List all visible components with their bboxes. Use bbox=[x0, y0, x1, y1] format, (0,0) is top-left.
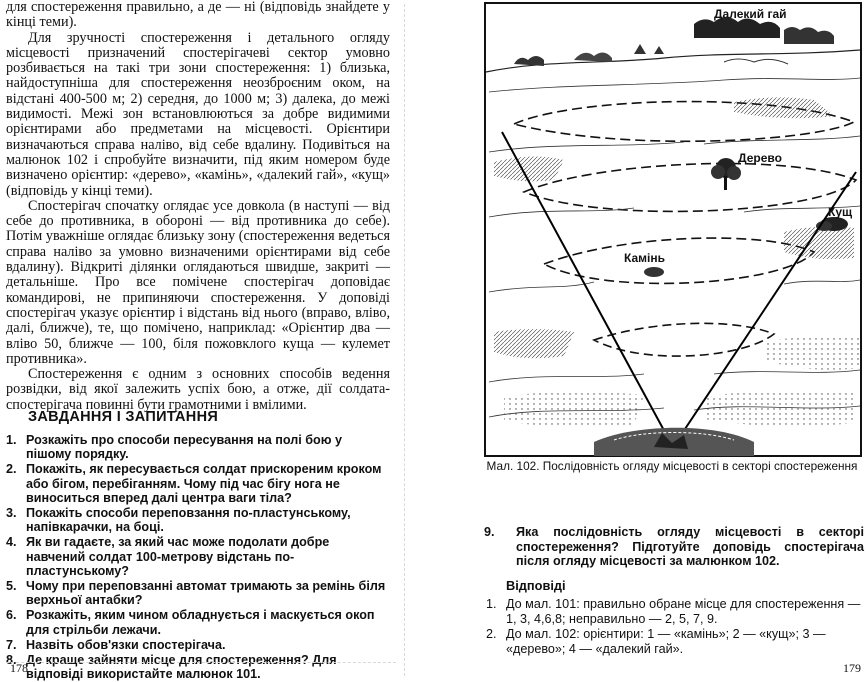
field-patch bbox=[784, 227, 854, 259]
task-text: Як ви гадаєте, за який час може подолати добре навчений солдат 100-метрову відстань по-пластунському? bbox=[26, 535, 330, 578]
answer-item bbox=[486, 627, 864, 656]
task-number: 5. bbox=[6, 579, 17, 594]
gutter-divider bbox=[404, 4, 405, 676]
label-stone: Камінь bbox=[624, 251, 665, 265]
task-number: 8. bbox=[6, 653, 17, 668]
page-number-left: 178 bbox=[10, 661, 28, 675]
paragraph-3: Спостерігач спочатку оглядає усе довкола (в наступі — від себе до противника, в обороні — від противника до себе). Потім уважніше оглядає близьку зону (спостереження ведеться справа наліво за умовно визначеними орієнтирами від себе вдалину). Відкриті ділянки оглядаються швидше, закриті — детальніше. Про все помічене спостерігач доповідає командирові, не припиняючи спостереження. У доповіді спостерігач указує орієнтир і відстань від нього (вправо, вліво, далі, ближче), те, що помічено, наприклад: «Орієнтир два — вліво 50, ближче — 100, біля пожовклого куща — кулемет противника». bbox=[6, 197, 390, 367]
task-item bbox=[6, 506, 390, 534]
field-patch bbox=[504, 391, 644, 427]
answers-list bbox=[486, 597, 864, 656]
right-page bbox=[470, 0, 867, 681]
task-text: Розкажіть, яким чином обладнується і маскується окоп для стрільби лежачи. bbox=[26, 608, 375, 637]
page-bottom-rule bbox=[6, 662, 396, 663]
answer-number: 2. bbox=[486, 627, 497, 641]
landscape-figure bbox=[484, 2, 862, 457]
question-9 bbox=[484, 525, 864, 569]
task-text: Розкажіть про способи пересування на полі бою у пішому порядку. bbox=[26, 433, 342, 462]
tasks-section bbox=[6, 409, 390, 682]
page-number-right: 179 bbox=[843, 661, 861, 675]
paragraph-4: Спостереження є одним з основних способів ведення розвідки, від якої залежить успіх бою, а отже, дії солдата-спостерігача повинні бути грамотними і вмілими. bbox=[6, 366, 390, 413]
task-item bbox=[6, 608, 390, 636]
book-gutter bbox=[396, 0, 470, 681]
task-item bbox=[6, 638, 390, 652]
tasks-list bbox=[6, 433, 390, 681]
tasks-heading: ЗАВДАННЯ І ЗАПИТАННЯ bbox=[28, 409, 219, 425]
answer-text: До мал. 102: орієнтири: 1 — «камінь»; 2 — «кущ»; 3 — «дерево»; 4 — «далекий гай». bbox=[506, 627, 826, 656]
label-bush: Кущ bbox=[828, 205, 853, 219]
task-item bbox=[6, 653, 390, 681]
field-patch bbox=[704, 391, 854, 426]
stone-landmark bbox=[644, 267, 664, 277]
task-number: 2. bbox=[6, 462, 17, 477]
task-number: 1. bbox=[6, 433, 17, 447]
task-text: Покажіть способи переповзання по-пластунському, напівкарачки, на боці. bbox=[26, 506, 351, 535]
landscape-illustration bbox=[484, 2, 862, 457]
answers-section bbox=[486, 578, 864, 657]
paragraph-2: Для зручності спостереження і детального огляду місцевості призначений спостерігачеві сектор умовно розбивається на такі три зони спостереження: 1) близька, найдоступніша для спостереження неозброєним оком, на відстані 400-500 м; 2) середня, до 1000 м; 3) далека, до межі видимості. Межі зон встановлюються за добре видимими орієнтирами або предметами на місцевості. Орієнтири визначаються справа наліво, від себе вдалину. Подивіться на малюнок 102 і спробуйте визначити, під яким номером буде визначено орієнтир: «дерево», «камінь», «далекий гай», «кущ» (відповідь у кінці теми). bbox=[6, 29, 390, 199]
field-patch bbox=[494, 329, 574, 358]
answer-item bbox=[486, 597, 864, 626]
figure-caption: Мал. 102. Послідовність огляду місцевості в секторі спостереження bbox=[486, 459, 858, 473]
label-tree: Дерево bbox=[738, 151, 782, 165]
task-item bbox=[6, 535, 390, 578]
task-item bbox=[6, 433, 390, 461]
question-number: 9. bbox=[484, 525, 495, 539]
task-text: Покажіть, як пересувається солдат прискореним кроком або бігом, перебіганням. Чому під час бігу нога не виноситься вперед далі центра ваги тіла? bbox=[26, 462, 382, 505]
task-text: Назвіть обов'язки спостерігача. bbox=[26, 637, 226, 652]
task-number: 6. bbox=[6, 608, 17, 623]
label-far-grove: Далекий гай bbox=[714, 7, 787, 21]
task-item bbox=[6, 462, 390, 505]
answer-text: До мал. 101: правильно обране місце для спостереження — 1, 3, 4,6,8; неправильно — 2, 5, 7, 9. bbox=[506, 597, 861, 626]
paragraph-1: для спостереження правильно, а де — ні (відповідь знайдете у кінці теми). bbox=[6, 0, 390, 31]
task-number: 7. bbox=[6, 637, 17, 652]
question-text: Яка послідовність огляду місцевості в секторі спостереження? Підготуйте доповідь спостерігача після огляду місцевості за малюнком 102. bbox=[516, 525, 864, 568]
task-text: Чому при переповзанні автомат тримають за ремінь біля верхньої антабки? bbox=[26, 579, 386, 608]
field-patch bbox=[494, 156, 564, 181]
task-item bbox=[6, 579, 390, 607]
task-text: Де краще зайняти місце для спостереження? Для відповіді використайте малюнок 101. bbox=[26, 653, 337, 682]
task-number: 4. bbox=[6, 535, 17, 550]
task-number: 3. bbox=[6, 506, 17, 521]
answer-number: 1. bbox=[486, 597, 497, 611]
left-page bbox=[0, 0, 396, 681]
left-body-text bbox=[6, 0, 390, 413]
answers-heading: Відповіді bbox=[506, 578, 566, 593]
